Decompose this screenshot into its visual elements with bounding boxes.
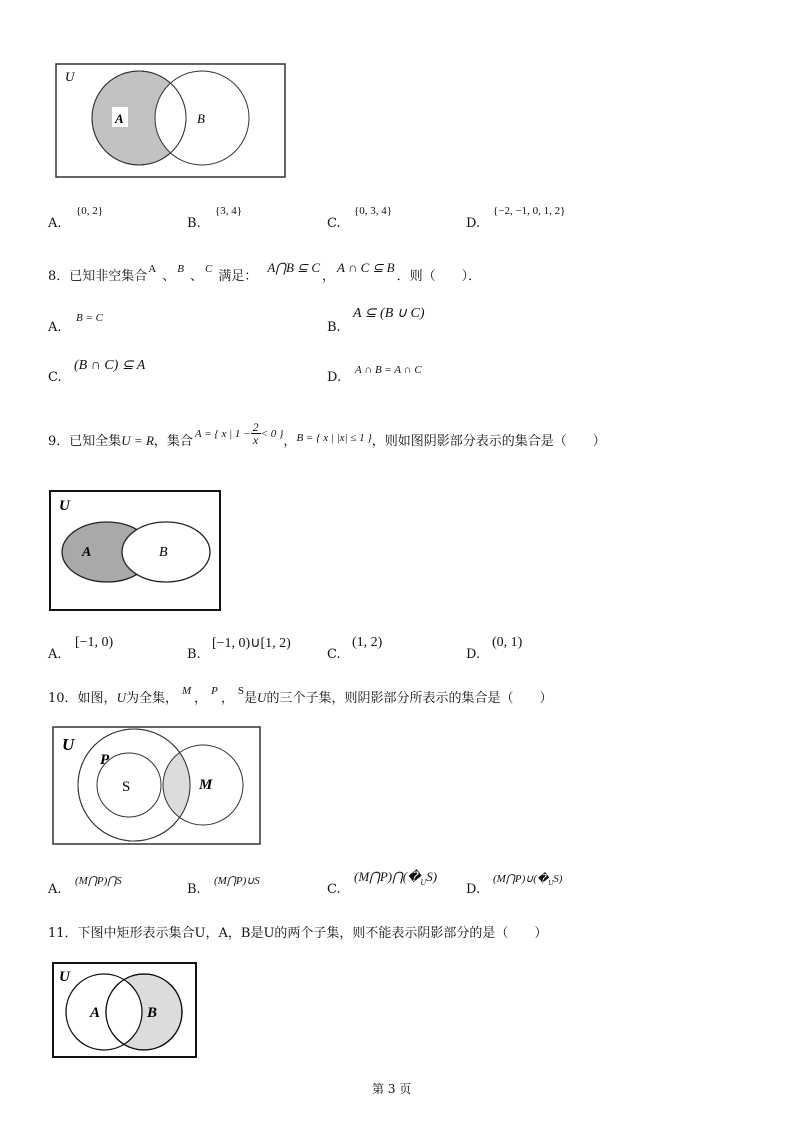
q10-option-d-letter: D.	[466, 882, 481, 897]
q8-option-c-text: (B ∩ C) ⊆ A	[74, 358, 146, 373]
q8-option-c-letter: C.	[48, 370, 62, 385]
q9-label-b: B	[159, 545, 168, 560]
q9-fraction	[251, 421, 261, 446]
q7-venn-diagram	[55, 63, 287, 179]
q7-label-b: B	[197, 111, 205, 126]
q11-question	[48, 922, 547, 941]
q8-text-satisfy: 满足：	[218, 269, 258, 284]
q7-option-d-text: {−2, −1, 0, 1, 2}	[493, 205, 566, 217]
q9-question	[48, 415, 606, 449]
q9-option-c-letter: C.	[327, 647, 341, 662]
q9-label-a: A	[82, 545, 92, 560]
q8-condition-2: A ∩ C ⊆ B	[337, 260, 395, 275]
q9-option-b-text: [−1, 0)∪[1, 2)	[212, 636, 291, 651]
page-number: 第 3 页	[372, 1082, 412, 1096]
q10-option-d-main: (M⋂P)∪(�	[493, 873, 549, 885]
q10-text-1: 如图，	[77, 691, 117, 706]
q10-question	[48, 687, 552, 706]
q7-option-c-text: {0, 3, 4}	[354, 205, 393, 217]
q10-label-p: P	[100, 752, 110, 768]
q10-option-b-text: (M⋂P)∪S	[214, 875, 260, 887]
q10-comma-1: ，	[194, 691, 208, 706]
q8-set-b: B	[177, 263, 184, 275]
q10-comma-2: ，	[220, 691, 234, 706]
q10-p: P	[211, 685, 218, 697]
q10-option-d-text	[493, 872, 562, 885]
q9-option-a-letter: A.	[48, 647, 62, 662]
q10-text-3: 是	[244, 691, 258, 706]
q10-m: M	[181, 685, 192, 697]
q9-comma: ，	[283, 434, 297, 449]
q9-fraction-numerator: 2	[252, 420, 259, 434]
q10-option-c-sub: U	[420, 878, 427, 887]
q9-text-1: 已知全集	[69, 434, 122, 449]
q10-u-2: U	[257, 690, 267, 705]
q9-set-a-left: A = { x | 1 −	[194, 428, 251, 440]
q9-option-d-letter: D.	[466, 647, 481, 662]
q8-question	[48, 260, 482, 284]
q7-option-a-letter: A.	[48, 216, 62, 231]
q9-text-3: ，则如图阴影部分表示的集合是（ ）	[371, 434, 606, 449]
q10-label-u: U	[62, 735, 75, 754]
q10-label-m: M	[199, 777, 213, 793]
q9-fraction-denominator: x	[252, 433, 259, 447]
q9-text-2: ，集合	[153, 434, 193, 449]
q11-text: 下图中矩形表示集合U，A，B是U的两个子集，则不能表示阴影部分的是（ ）	[77, 926, 548, 941]
q8-set-a: A	[148, 263, 157, 275]
q8-option-b-letter: B.	[327, 320, 341, 335]
q9-universe: U = R	[121, 433, 154, 448]
q8-text-before: 已知非空集合	[69, 269, 148, 284]
q10-option-a-text: (M⋂P)⋂S	[75, 875, 122, 887]
q9-set-b: B = { x | |x| ≤ 1 }	[296, 432, 372, 444]
q10-s: S	[237, 685, 245, 697]
q11-number: 11．	[48, 926, 78, 941]
q10-option-c-tail: S)	[426, 869, 438, 884]
q11-label-u: U	[59, 969, 70, 985]
q10-option-c-letter: C.	[327, 882, 341, 897]
q8-sep1: 、	[162, 269, 176, 284]
q8-text-after: ．则（ ）．	[396, 269, 482, 284]
q8-number: 8．	[48, 269, 70, 284]
q10-text-2: 为全集，	[125, 691, 178, 706]
q8-option-a-text: B = C	[76, 312, 103, 324]
q11-venn-diagram	[52, 962, 198, 1059]
q8-set-c: C	[205, 263, 213, 275]
q10-text-4: 的三个子集，则阴影部分所表示的集合是（ ）	[266, 691, 553, 706]
q9-venn-diagram	[49, 490, 222, 612]
q8-option-a-letter: A.	[48, 320, 62, 335]
q7-option-a-text: {0, 2}	[76, 205, 104, 217]
q10-option-c-main: (M⋂P)⋂(�	[354, 869, 421, 884]
q10-option-d-tail: S)	[553, 873, 563, 885]
q11-label-a: A	[90, 1005, 101, 1021]
q10-option-a-letter: A.	[48, 882, 62, 897]
q7-option-b-letter: B.	[187, 216, 201, 231]
q9-label-u: U	[59, 498, 70, 514]
q10-option-b-letter: B.	[187, 882, 201, 897]
q11-label-b: B	[147, 1005, 158, 1021]
q7-option-d-letter: D.	[466, 216, 481, 231]
q8-condition-1: A⋂B ⊆ C	[267, 260, 320, 275]
q9-option-d-text: (0, 1)	[492, 635, 523, 650]
q8-option-d-letter: D.	[327, 370, 342, 385]
q9-option-c-text: (1, 2)	[352, 635, 383, 650]
q10-u: U	[116, 690, 126, 705]
q10-option-c-text	[354, 869, 437, 885]
q8-option-d-text: A ∩ B = A ∩ C	[355, 364, 422, 376]
q10-venn-diagram	[52, 726, 262, 846]
q7-label-u: U	[65, 69, 75, 84]
q7-option-b-text: {3, 4}	[215, 205, 243, 217]
q10-number: 10．	[48, 691, 78, 706]
q9-set-a-right: < 0 }	[260, 428, 284, 440]
q9-option-a-text: [−1, 0)	[75, 635, 114, 650]
q9-option-b-letter: B.	[187, 647, 201, 662]
q8-comma: ，	[321, 269, 335, 284]
q8-sep2: 、	[190, 269, 204, 284]
q7-label-a: A	[115, 111, 124, 126]
q7-option-c-letter: C.	[327, 216, 341, 231]
q8-option-b-text: A ⊆ (B ∪ C)	[353, 306, 425, 321]
q10-option-d-sub: U	[548, 879, 554, 887]
q9-number: 9．	[48, 434, 70, 449]
q10-label-s: S	[122, 779, 131, 795]
